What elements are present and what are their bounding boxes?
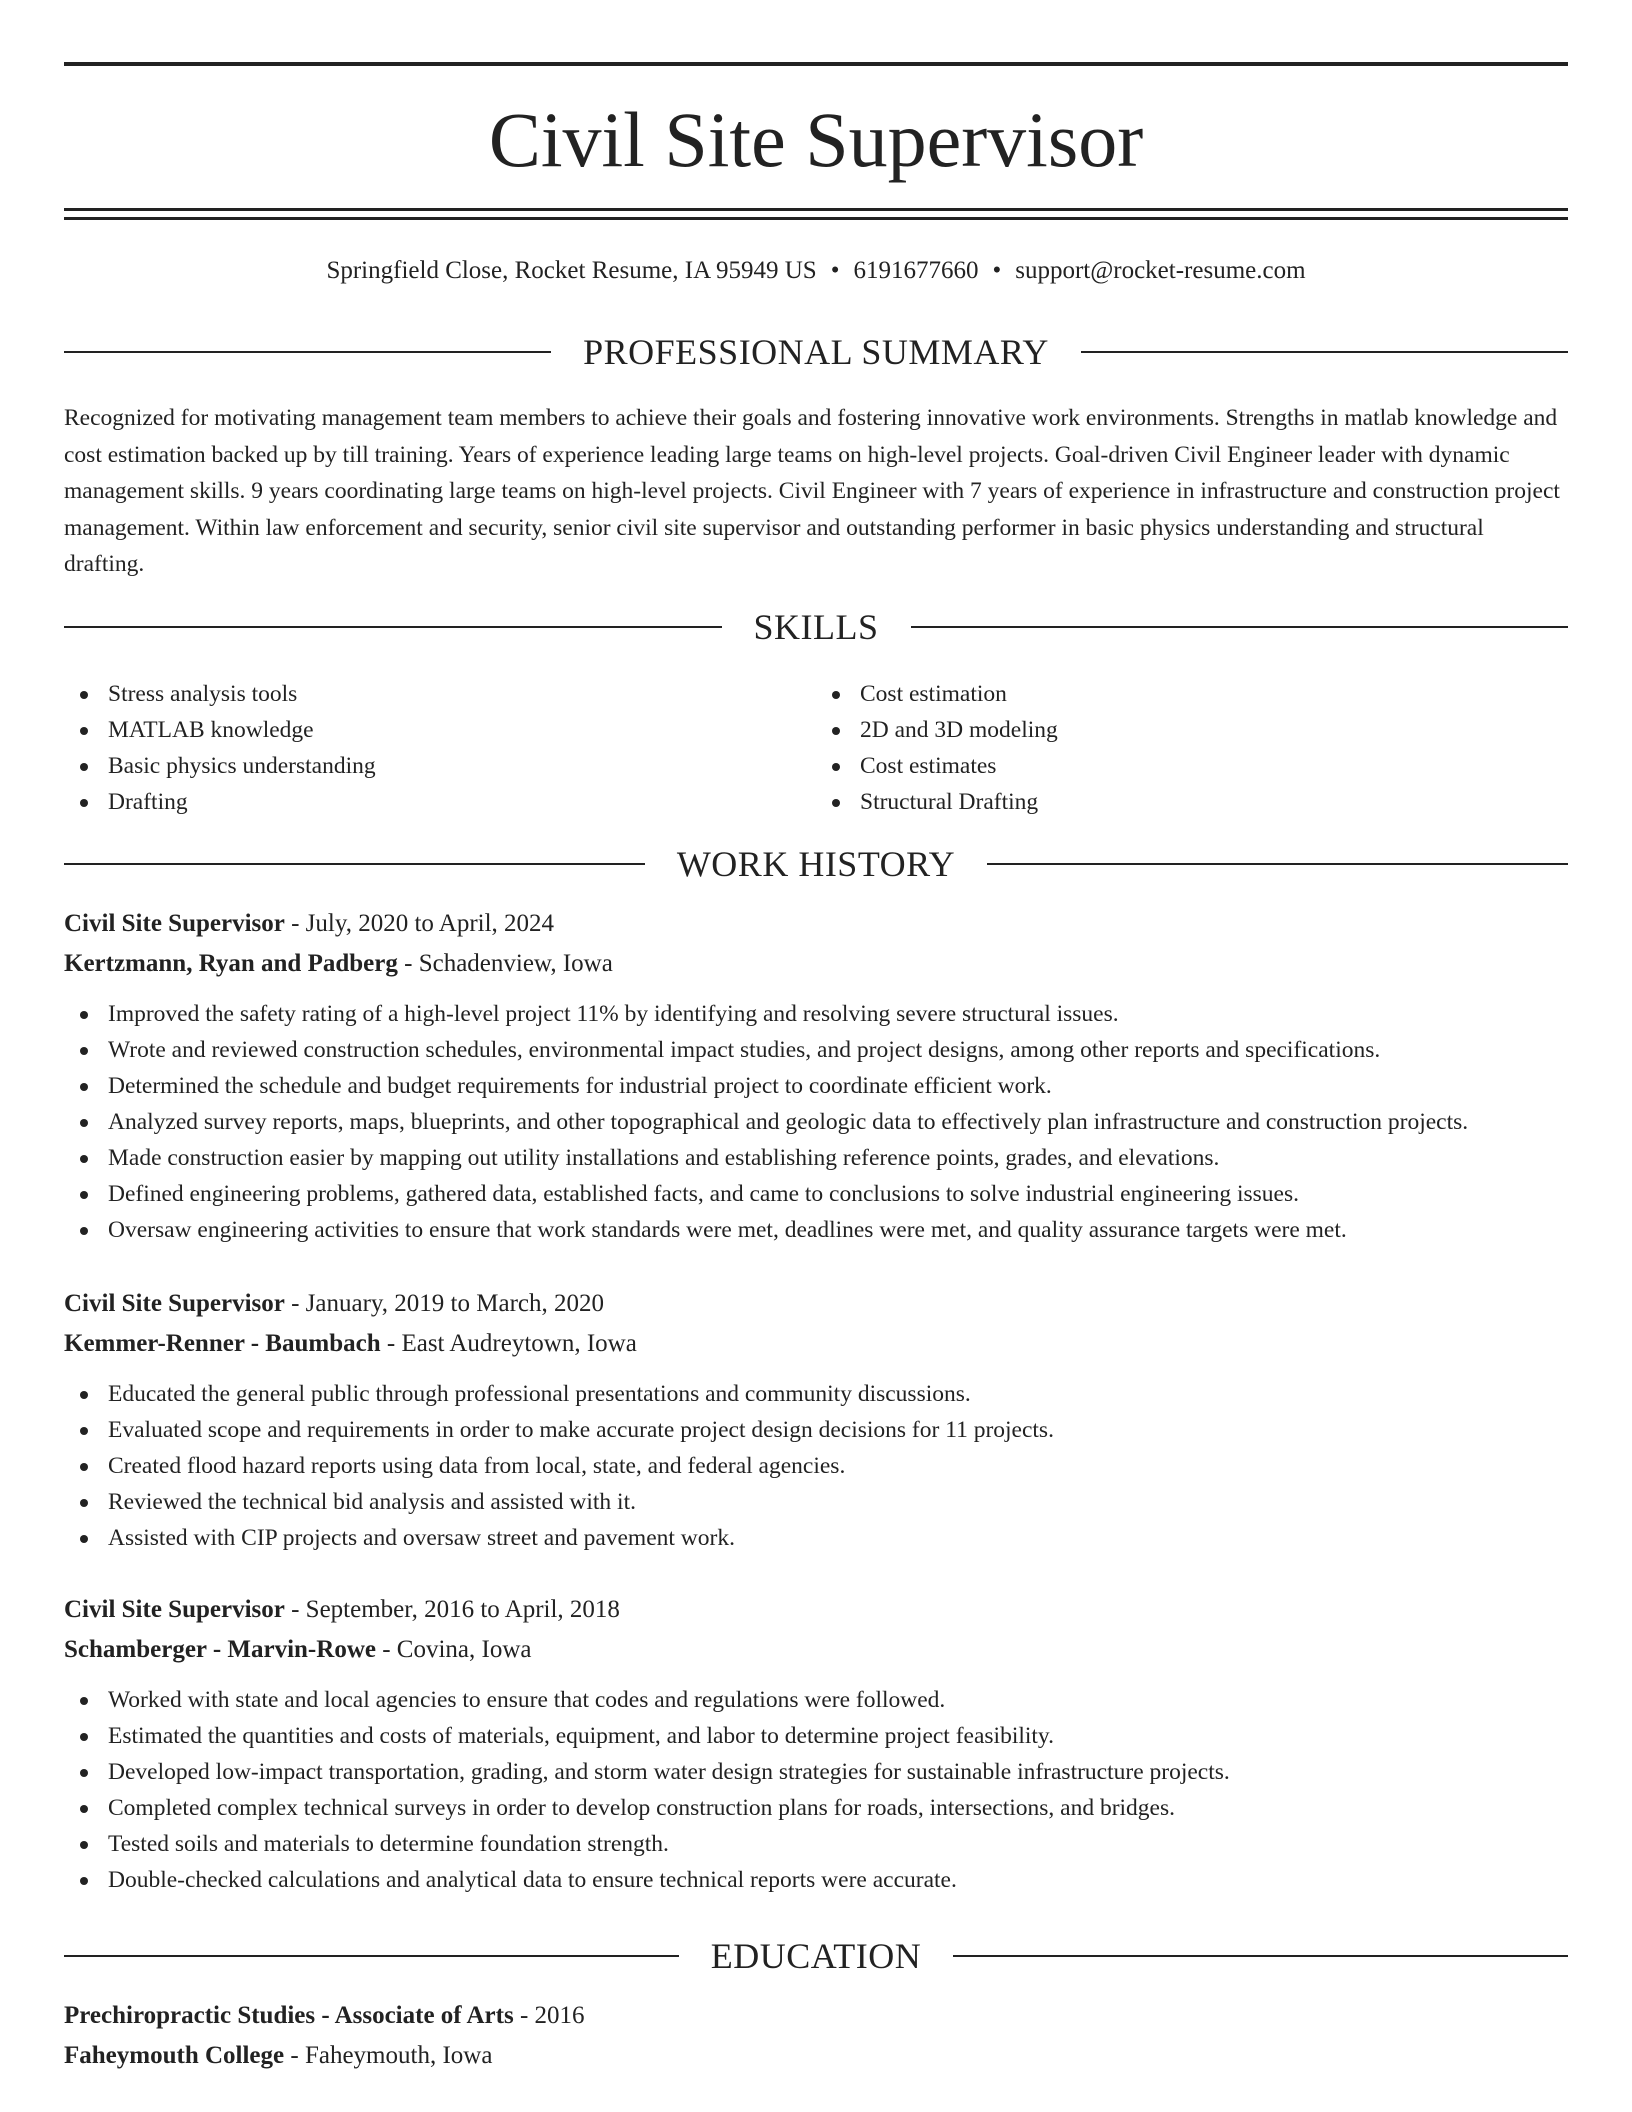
education-school: Faheymouth College: [64, 2042, 285, 2069]
job-bullets: [64, 1376, 1568, 1556]
job-title: Civil Site Supervisor: [64, 1290, 285, 1317]
section-heading-label: SKILLS: [753, 607, 879, 647]
contact-phone: 6191677660: [853, 257, 979, 284]
education-degree-line: Prechiropractic Studies - Associate of Arts - 2016: [64, 2002, 585, 2029]
job-title: Civil Site Supervisor: [64, 1596, 285, 1623]
job-dates: January, 2019 to March, 2020: [305, 1290, 604, 1317]
section-heading-label: WORK HISTORY: [676, 844, 956, 884]
job-bullet: Estimated the quantities and costs of materials, equipment, and labor to determine project feasibility.: [64, 1718, 1568, 1754]
job-title-line: Civil Site Supervisor - January, 2019 to March, 2020: [64, 1290, 604, 1317]
contact-separator: •: [992, 257, 1002, 284]
job-bullet: Tested soils and materials to determine foundation strength.: [64, 1826, 1568, 1862]
contact-email[interactable]: support@rocket-resume.com: [1015, 257, 1306, 284]
job-company: Kertzmann, Ryan and Padberg: [64, 950, 398, 977]
section-heading-work-history: [64, 842, 1568, 886]
job-title-line: Civil Site Supervisor - September, 2016 to April, 2018: [64, 1596, 620, 1623]
resume-title: Civil Site Supervisor: [488, 96, 1144, 183]
skill-item: Drafting: [64, 784, 816, 820]
job-bullet: Created flood hazard reports using data from local, state, and federal agencies.: [64, 1448, 1568, 1484]
education-year: 2016: [534, 2002, 585, 2029]
job-title: Civil Site Supervisor: [64, 910, 285, 937]
job-bullet: Double-checked calculations and analytical data to ensure technical reports were accurate.: [64, 1862, 1568, 1898]
job-company-line: Kemmer-Renner - Baumbach - East Audreytown, Iowa: [64, 1330, 637, 1357]
job-location: Covina, Iowa: [396, 1636, 532, 1663]
job-bullet: Assisted with CIP projects and oversaw street and pavement work.: [64, 1520, 1568, 1556]
double-rule: [64, 208, 1568, 220]
job-bullet: Educated the general public through professional presentations and community discussions.: [64, 1376, 1568, 1412]
job-bullet: Made construction easier by mapping out utility installations and establishing reference points, grades, and elevations.: [64, 1140, 1568, 1176]
job-company: Kemmer-Renner - Baumbach: [64, 1330, 381, 1357]
heading-rule: [953, 1955, 1568, 1957]
skill-item: Basic physics understanding: [64, 748, 816, 784]
contact-separator: •: [830, 257, 840, 284]
job-bullets: [64, 996, 1568, 1248]
job-location: Schadenview, Iowa: [418, 950, 613, 977]
skill-item: 2D and 3D modeling: [816, 712, 1568, 748]
education-degree: Prechiropractic Studies - Associate of Arts: [64, 2002, 514, 2029]
heading-rule: [64, 351, 551, 353]
contact-line: [64, 254, 1568, 288]
skills-column-right: [816, 676, 1568, 820]
heading-rule: [64, 863, 645, 865]
skill-item: Cost estimation: [816, 676, 1568, 712]
job-entry: [64, 1284, 1568, 1556]
job-bullet: Defined engineering problems, gathered data, established facts, and came to conclusions to solve industrial engineering issues.: [64, 1176, 1568, 1212]
job-bullet: Developed low-impact transportation, grading, and storm water design strategies for sustainable infrastructure projects.: [64, 1754, 1568, 1790]
heading-rule: [1081, 351, 1568, 353]
heading-rule: [64, 626, 722, 628]
job-entry: [64, 904, 1568, 1248]
section-heading-summary: [64, 330, 1568, 374]
job-dates: July, 2020 to April, 2024: [305, 910, 555, 937]
job-bullet: Completed complex technical surveys in order to develop construction plans for roads, intersections, and bridges.: [64, 1790, 1568, 1826]
skill-item: Stress analysis tools: [64, 676, 816, 712]
section-heading-label: PROFESSIONAL SUMMARY: [583, 332, 1049, 372]
contact-address: Springfield Close, Rocket Resume, IA 95949 US: [326, 257, 817, 284]
section-heading-skills: [64, 605, 1568, 649]
job-entry: [64, 1590, 1568, 1898]
job-company-line: Kertzmann, Ryan and Padberg - Schadenview, Iowa: [64, 950, 613, 977]
top-rule: [64, 62, 1568, 66]
heading-rule: [987, 863, 1568, 865]
job-bullet: Analyzed survey reports, maps, blueprints, and other topographical and geologic data to effectively plan infrastructure and construction projects.: [64, 1104, 1568, 1140]
summary-text: Recognized for motivating management team members to achieve their goals and fostering innovative work environments. Strengths in matlab knowledge and cost estimation backed up by till training. Years of experience leading large teams on high-level projects. Goal-driven Civil Engineer leader with dynamic management skills. 9 years coordinating large teams on high-level projects. Civil Engineer with 7 years of experience in infrastructure and construction project management. Within law enforcement and security, senior civil site supervisor and outstanding performer in basic physics understanding and structural drafting.: [64, 405, 1560, 577]
job-location: East Audreytown, Iowa: [401, 1330, 637, 1357]
heading-rule: [911, 626, 1569, 628]
job-bullet: Worked with state and local agencies to ensure that codes and regulations were followed.: [64, 1682, 1568, 1718]
skill-item: Cost estimates: [816, 748, 1568, 784]
job-bullet: Oversaw engineering activities to ensure that work standards were met, deadlines were met, and quality assurance targets were met.: [64, 1212, 1568, 1248]
job-bullets: [64, 1682, 1568, 1898]
skills-list: [64, 676, 1568, 820]
job-bullet: Reviewed the technical bid analysis and assisted with it.: [64, 1484, 1568, 1520]
education-location: Faheymouth, Iowa: [304, 2042, 493, 2069]
job-company: Schamberger - Marvin-Rowe: [64, 1636, 376, 1663]
job-company-line: Schamberger - Marvin-Rowe - Covina, Iowa: [64, 1636, 532, 1663]
job-bullet: Wrote and reviewed construction schedules, environmental impact studies, and project designs, among other reports and specifications.: [64, 1032, 1568, 1068]
skills-column-left: [64, 676, 816, 820]
education-school-line: Faheymouth College - Faheymouth, Iowa: [64, 2042, 493, 2069]
job-bullet: Improved the safety rating of a high-level project 11% by identifying and resolving severe structural issues.: [64, 996, 1568, 1032]
section-heading-label: EDUCATION: [710, 1936, 922, 1976]
job-title-line: Civil Site Supervisor - July, 2020 to April, 2024: [64, 910, 555, 937]
section-heading-education: [64, 1934, 1568, 1978]
skill-item: MATLAB knowledge: [64, 712, 816, 748]
skill-item: Structural Drafting: [816, 784, 1568, 820]
heading-rule: [64, 1955, 679, 1957]
education-entry: [64, 1996, 1568, 2076]
job-bullet: Evaluated scope and requirements in order to make accurate project design decisions for 11 projects.: [64, 1412, 1568, 1448]
job-bullet: Determined the schedule and budget requirements for industrial project to coordinate efficient work.: [64, 1068, 1568, 1104]
job-dates: September, 2016 to April, 2018: [305, 1596, 620, 1623]
